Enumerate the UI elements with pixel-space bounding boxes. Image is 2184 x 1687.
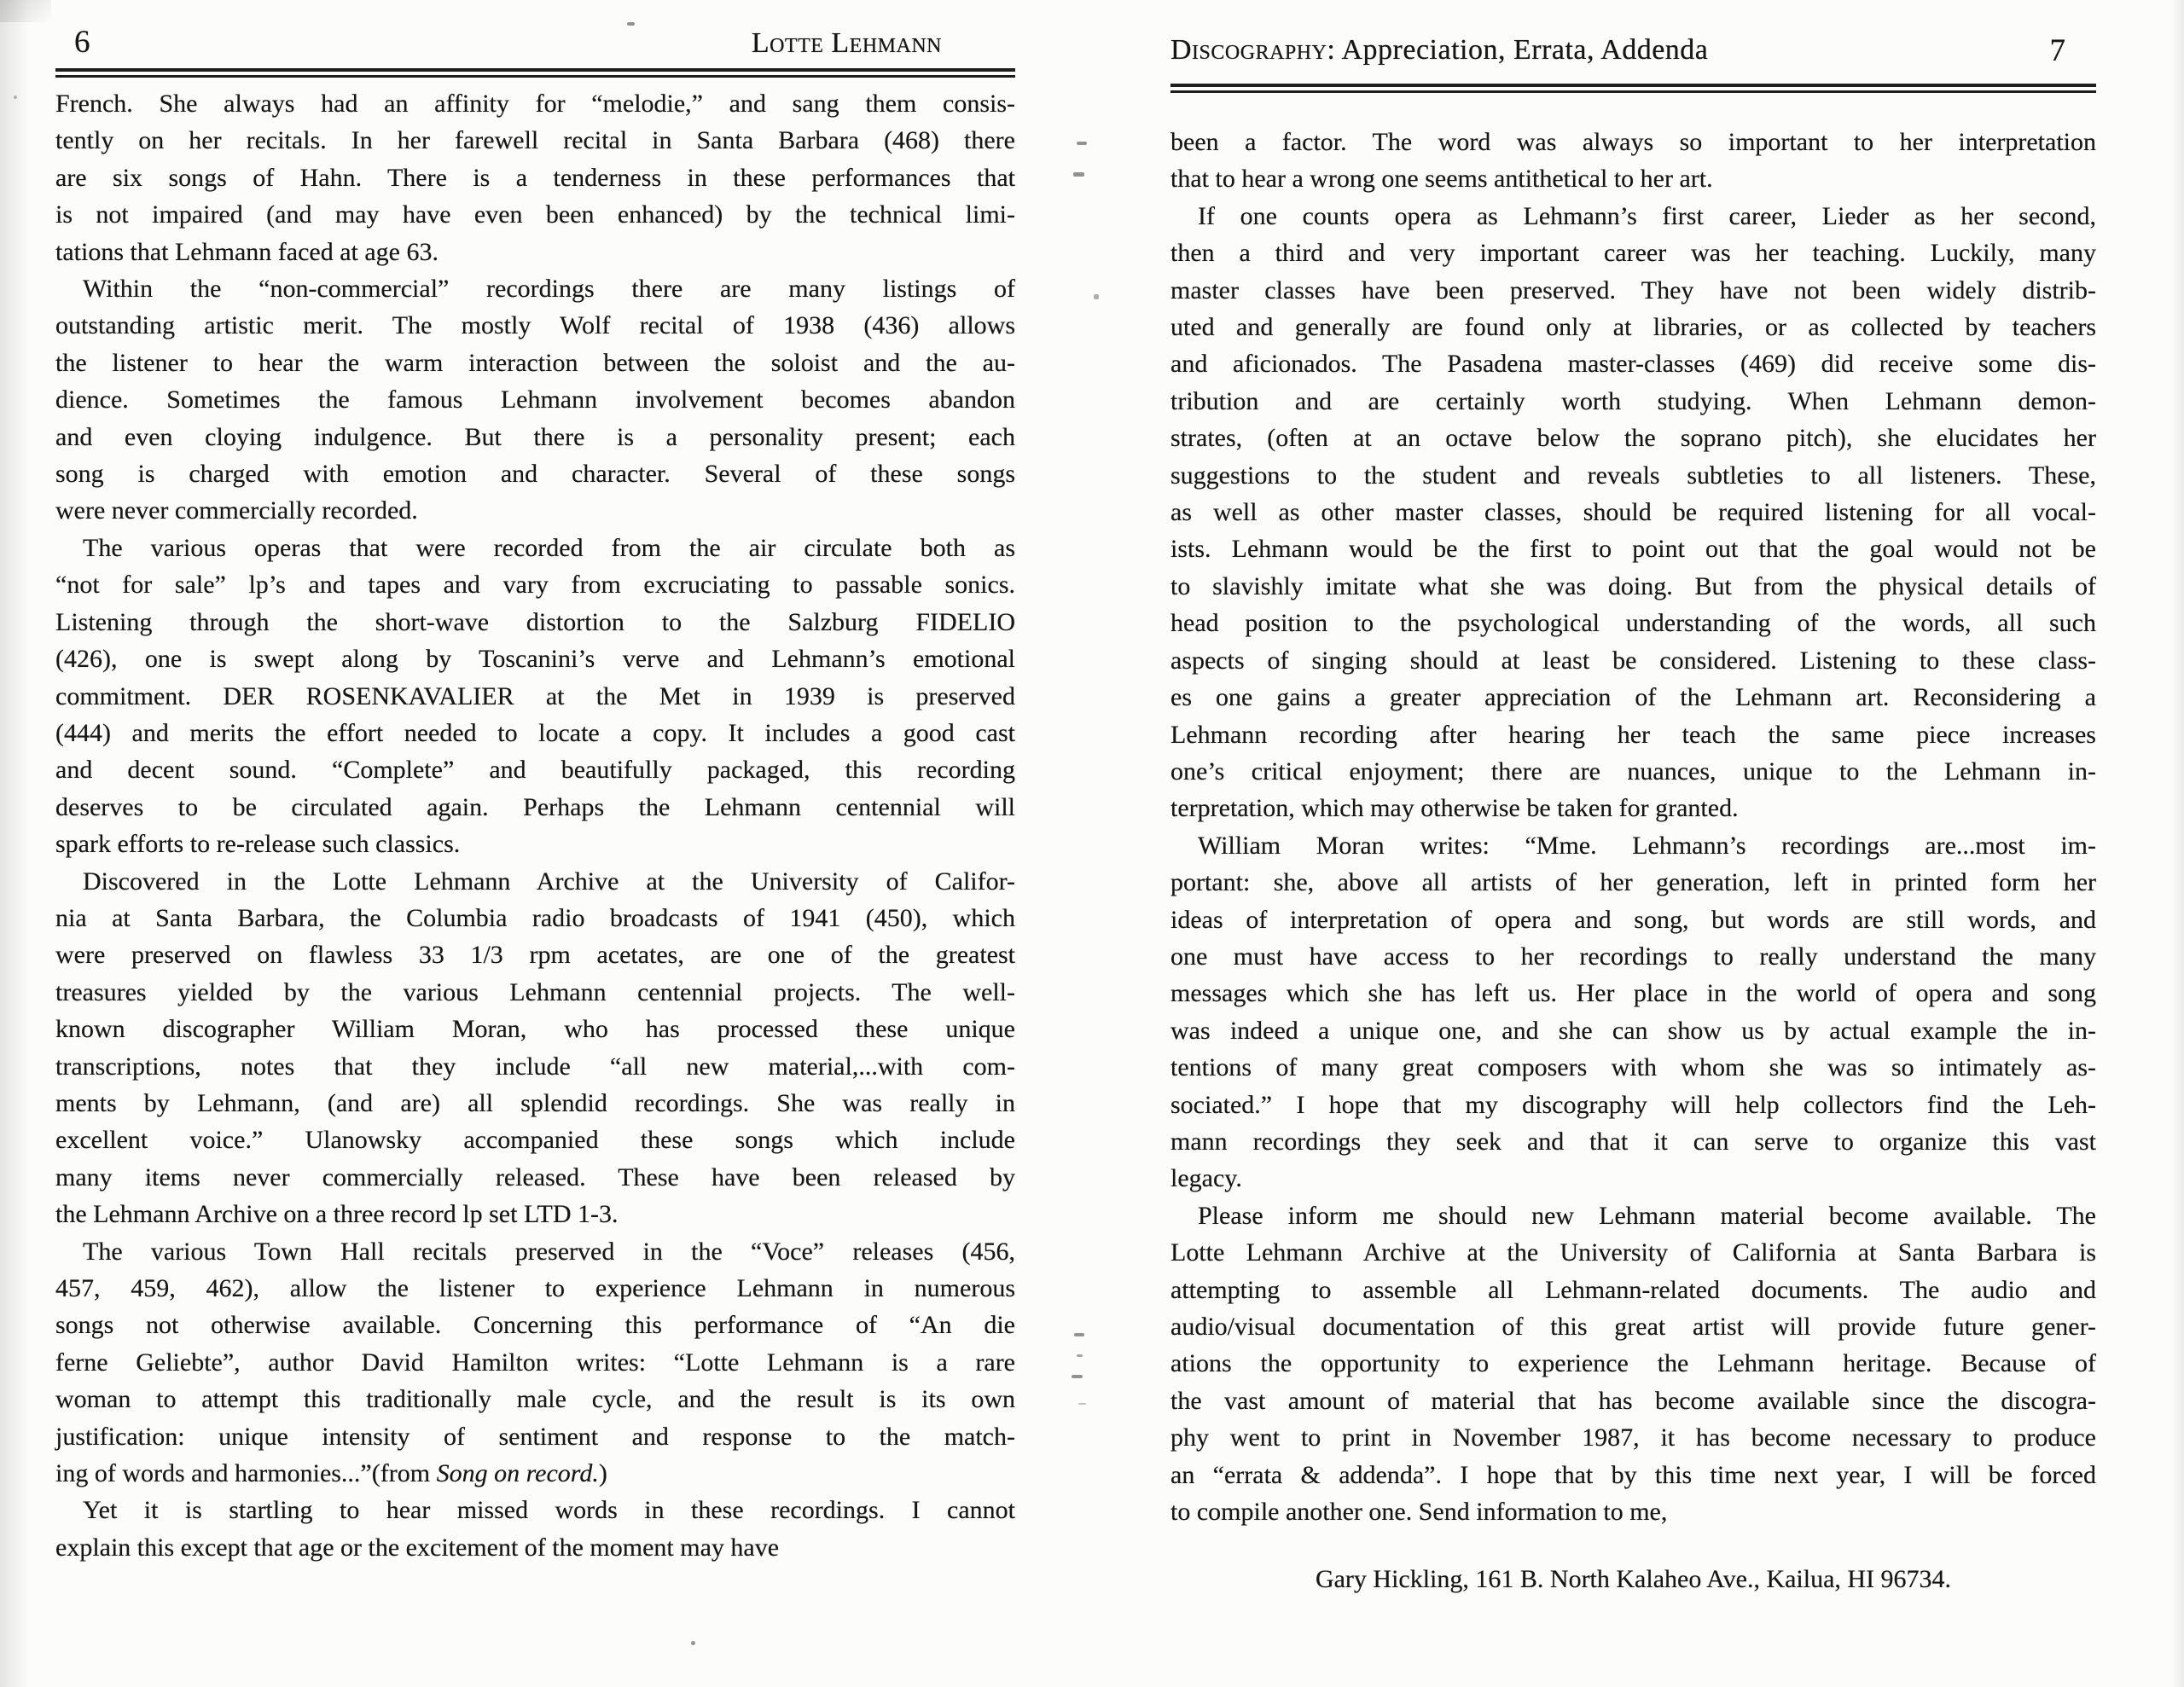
text-line: mann recordings they seek and that it can serve to organize this vast	[1170, 1127, 2096, 1156]
text-line: (426), one is swept along by Toscanini’s verve and Lehmann’s emotional	[55, 645, 1015, 674]
scan-speck	[1074, 1333, 1084, 1336]
text-line: spark efforts to re-release such classics.	[55, 830, 461, 859]
text-line: one’s critical enjoyment; there are nuances, unique to the Lehmann in-	[1170, 757, 2096, 786]
scan-speck	[1073, 172, 1084, 177]
text-line: treasures yielded by the various Lehmann centennial projects. The well-	[55, 977, 1015, 1006]
paragraph	[55, 530, 1015, 863]
text-line: Discovered in the Lotte Lehmann Archive at the University of Califor-	[83, 867, 1015, 896]
text-line: aspects of singing should at least be considered. Listening to these class-	[1170, 646, 2096, 675]
scan-speck	[1077, 142, 1087, 145]
paragraph	[1170, 124, 2096, 198]
text-line: legacy.	[1170, 1164, 1242, 1193]
text-line: The various Town Hall recitals preserved in the “Voce” releases (456,	[83, 1237, 1015, 1266]
text-line: sociated.” I hope that my discography will help collectors find the Leh-	[1170, 1090, 2096, 1119]
text-line: French. She always had an affinity for “melodie,” and sang them consis-	[55, 90, 1015, 118]
text-line: excellent voice.” Ulanowsky accompanied these songs which include	[55, 1126, 1015, 1155]
text-line: known discographer William Moran, who has processed these unique	[55, 1015, 1015, 1044]
text-line: tently on her recitals. In her farewell recital in Santa Barbara (468) there	[55, 126, 1015, 155]
paragraph	[1170, 827, 2096, 1197]
scan-corner-shade	[0, 0, 51, 22]
text-line: the Lehmann Archive on a three record lp set LTD 1-3.	[55, 1200, 619, 1229]
paragraph	[55, 85, 1015, 270]
text-line: Within the “non-commercial” recordings there are many listings of	[83, 275, 1015, 304]
scan-edge-shade-left	[0, 0, 29, 1687]
text-line: justification: unique intensity of sentiment and response to the match-	[55, 1422, 1015, 1451]
contact-address-line: Gary Hickling, 161 B. North Kalaheo Ave., Kailua, HI 96734.	[1315, 1565, 1952, 1594]
text-line: phy went to print in November 1987, it has become necessary to produce	[1170, 1423, 2096, 1452]
text-line: were preserved on flawless 33 1/3 rpm acetates, are one of the greatest	[55, 941, 1015, 970]
text-line: Yet it is startling to hear missed words in these recordings. I cannot	[83, 1496, 1015, 1525]
text-line: Listening through the short-wave distortion to the Salzburg FIDELIO	[55, 607, 1015, 636]
text-line: ists. Lehmann would be the first to point out that the goal would not be	[1170, 535, 2096, 564]
paragraph	[55, 1233, 1015, 1493]
page-body-right	[1170, 124, 2096, 1598]
text-line: are six songs of Hahn. There is a tenderness in these performances that	[55, 163, 1015, 192]
text-line: (444) and merits the effort needed to locate a copy. It includes a good cast	[55, 718, 1015, 747]
text-line: tribution and are certainly worth studying. When Lehmann demon-	[1170, 386, 2096, 415]
running-head-right-smallcaps: Discography:	[1170, 34, 1336, 66]
text-line: one must have access to her recordings to really understand the many	[1170, 942, 2096, 971]
text-line: transcriptions, notes that they include “all new material,...with com-	[55, 1052, 1015, 1081]
text-line: the vast amount of material that has become available since the discogra-	[1170, 1386, 2096, 1415]
text-line: and even cloying indulgence. But there is a personality present; each	[55, 422, 1015, 451]
text-line: ments by Lehmann, (and are) all splendid recordings. She was really in	[55, 1088, 1015, 1117]
header-rule-right	[1170, 84, 2096, 93]
text-line: terpretation, which may otherwise be taken for granted.	[1170, 794, 1739, 823]
text-line: tations that Lehmann faced at age 63.	[55, 237, 439, 266]
text-line: strates, (often at an octave below the soprano pitch), she elucidates her	[1170, 424, 2096, 453]
scan-speck	[691, 1641, 695, 1645]
text-line: the listener to hear the warm interaction between the soloist and the au-	[55, 348, 1015, 377]
scan-speck	[627, 22, 635, 26]
text-line: Lotte Lehmann Archive at the University of California at Santa Barbara is	[1170, 1238, 2096, 1267]
text-line: Please inform me should new Lehmann material become available. The	[1198, 1201, 2096, 1230]
scan-speck	[1072, 1375, 1083, 1378]
text-line: and decent sound. “Complete” and beautifully packaged, this recording	[55, 756, 1015, 785]
text-line: outstanding artistic merit. The mostly Wolf recital of 1938 (436) allows	[55, 311, 1015, 340]
page-number-right: 7	[2049, 33, 2065, 68]
running-head-right-rest: Appreciation, Errata, Addenda	[1335, 34, 1709, 66]
text-line: audio/visual documentation of this great artist will provide future gener-	[1170, 1313, 2096, 1341]
running-head-right	[1170, 34, 1708, 67]
text-line: and aficionados. The Pasadena master-classes (469) did receive some dis-	[1170, 350, 2096, 379]
paragraph	[55, 270, 1015, 530]
text-line: master classes have been preserved. They have not been widely distrib-	[1170, 275, 2096, 304]
text-line: William Moran writes: “Mme. Lehmann’s recordings are...most im-	[1198, 831, 2096, 860]
text-line: ations the opportunity to experience the Lehmann heritage. Because of	[1170, 1349, 2096, 1378]
text-line: been a factor. The word was always so important to her interpretation	[1170, 128, 2096, 156]
text-line: “not for sale” lp’s and tapes and vary from excruciating to passable sonics.	[55, 571, 1015, 600]
scan-speck	[1078, 1403, 1086, 1405]
text-line: portant: she, above all artists of her generation, left in printed form her	[1170, 868, 2096, 897]
text-line: suggestions to the student and reveals subtleties to all listeners. These,	[1170, 461, 2096, 490]
text-line: messages which she has left us. Her place in the world of opera and song	[1170, 979, 2096, 1008]
text-line: head position to the psychological understanding of the words, all such	[1170, 609, 2096, 638]
text-line: as well as other master classes, should be required listening for all vocal-	[1170, 498, 2096, 527]
text-line: to slavishly imitate what she was doing. But from the physical details of	[1170, 571, 2096, 600]
text-line: song is charged with emotion and character. Several of these songs	[55, 460, 1015, 489]
text-line: that to hear a wrong one seems antithetical to her art.	[1170, 165, 1713, 194]
paragraph	[1170, 198, 2096, 827]
text-line: is not impaired (and may have even been enhanced) by the technical limi-	[55, 200, 1015, 229]
text-line: songs not otherwise available. Concerning this performance of “An die	[55, 1311, 1015, 1340]
text-line: ideas of interpretation of opera and song, but words are still words, and	[1170, 905, 2096, 934]
scan-speck	[14, 96, 17, 99]
text-line: woman to attempt this traditionally male cycle, and the result is its own	[55, 1385, 1015, 1414]
text-line: nia at Santa Barbara, the Columbia radio broadcasts of 1941 (450), which	[55, 903, 1015, 932]
text-line: many items never commercially released. These have been released by	[55, 1162, 1015, 1191]
page-body-left	[55, 85, 1015, 1566]
text-line: If one counts opera as Lehmann’s first career, Lieder as her second,	[1198, 201, 2096, 230]
header-rule-left	[55, 68, 1015, 78]
text-line: commitment. DER ROSENKAVALIER at the Met in 1939 is preserved	[55, 681, 1015, 710]
text-line: then a third and very important career was her teaching. Luckily, many	[1170, 239, 2096, 268]
text-line: was indeed a unique one, and she can show us by actual example the in-	[1170, 1016, 2096, 1045]
text-line: dience. Sometimes the famous Lehmann involvement becomes abandon	[55, 386, 1015, 415]
scan-edge-shade-right	[2170, 0, 2184, 1687]
paragraph	[55, 1492, 1015, 1566]
paragraph	[1170, 1197, 2096, 1531]
text-line: an “errata & addenda”. I hope that by this time next year, I will be forced	[1170, 1460, 2096, 1489]
text-line: deserves to be circulated again. Perhaps the Lehmann centennial will	[55, 792, 1015, 821]
scan-speck	[1094, 294, 1099, 299]
text-line: were never commercially recorded.	[55, 496, 418, 525]
text-line: uted and generally are found only at libraries, or as collected by teachers	[1170, 313, 2096, 342]
scan-speck	[1077, 1354, 1083, 1357]
page-body-right-paragraphs	[1170, 124, 2096, 1530]
text-line: explain this except that age or the excitement of the moment may have	[55, 1533, 780, 1562]
text-line: to compile another one. Send information to me,	[1170, 1498, 1668, 1527]
page-number-left: 6	[74, 25, 90, 60]
text-line: ferne Geliebte”, author David Hamilton writes: “Lotte Lehmann is a rare	[55, 1348, 1015, 1377]
text-line: Lehmann recording after hearing her teach the same piece increases	[1170, 720, 2096, 749]
text-line: ing of words and harmonies...”(from Song on record.)	[55, 1459, 607, 1488]
text-line: The various operas that were recorded from the air circulate both as	[83, 533, 1015, 562]
text-line: attempting to assemble all Lehmann-related documents. The audio and	[1170, 1275, 2096, 1304]
text-line: tentions of many great composers with whom she was so intimately as-	[1170, 1053, 2096, 1082]
running-head-left: Lotte Lehmann	[751, 27, 942, 59]
text-line: es one gains a greater appreciation of the Lehmann art. Reconsidering a	[1170, 683, 2096, 712]
text-line: 457, 459, 462), allow the listener to experience Lehmann in numerous	[55, 1274, 1015, 1302]
paragraph	[55, 863, 1015, 1233]
